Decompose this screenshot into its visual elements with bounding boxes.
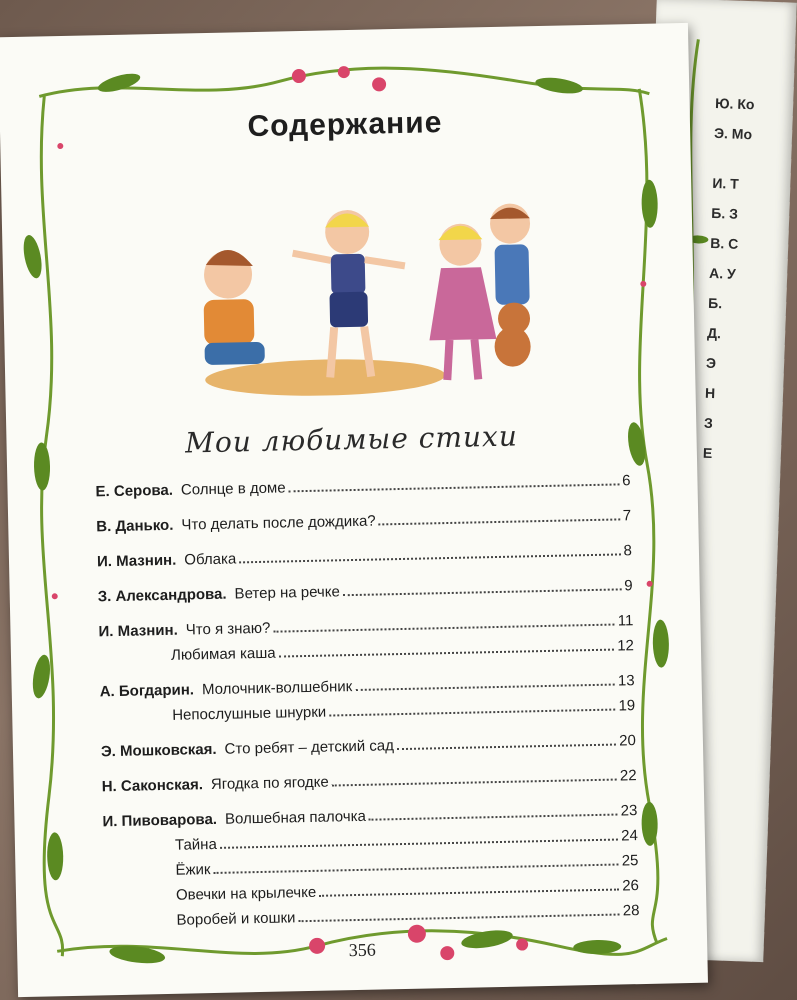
toc-title: Солнце в доме xyxy=(180,479,286,499)
toc-dot-leader xyxy=(343,587,622,596)
toc-entry xyxy=(102,802,640,938)
right-page-fragment: З xyxy=(703,414,714,432)
toc-title: Ветер на речке xyxy=(234,583,341,603)
right-page-fragment: Е xyxy=(702,444,713,462)
toc-dot-leader xyxy=(299,913,620,923)
toc-page-number: 8 xyxy=(623,542,633,560)
page-title: Содержание xyxy=(247,106,443,144)
toc-page-number: 28 xyxy=(622,902,640,920)
toc-author: А. Богдарин. xyxy=(99,681,195,701)
toc-author: И. Пивоварова. xyxy=(102,810,218,831)
toc-title: Ягодка по ягодке xyxy=(210,773,329,794)
toc-page-number: 26 xyxy=(622,877,640,895)
toc-entry xyxy=(98,577,633,613)
table-of-contents xyxy=(95,472,640,948)
toc-dot-leader xyxy=(279,648,615,658)
toc-entry xyxy=(101,732,636,768)
toc-title: Овечки на крылечке xyxy=(175,883,317,904)
right-page-fragment: Э xyxy=(705,354,717,372)
right-page-fragment: Д. xyxy=(706,324,722,342)
toc-page-number: 20 xyxy=(619,732,637,750)
right-page-fragment: А. У xyxy=(708,264,737,282)
toc-page-number: 25 xyxy=(621,852,639,870)
toc-page-number: 11 xyxy=(617,612,634,630)
toc-dot-leader xyxy=(273,623,615,633)
right-page-fragment: Ю. Ко xyxy=(714,94,755,113)
toc-dot-leader xyxy=(214,863,619,874)
toc-page-number: 9 xyxy=(624,577,633,595)
section-subtitle: Мои любимые стихи xyxy=(184,419,519,460)
right-page-fragment: Б. xyxy=(707,294,723,312)
toc-title: Воробей и кошки xyxy=(176,909,296,929)
toc-entry xyxy=(102,767,637,803)
book-page xyxy=(0,23,708,997)
toc-dot-leader xyxy=(369,813,618,821)
toc-page-number: 6 xyxy=(621,472,631,490)
toc-dot-leader xyxy=(355,683,615,691)
toc-author: И. Мазнин. xyxy=(98,621,178,641)
toc-dot-leader xyxy=(329,708,615,717)
toc-dot-leader xyxy=(289,482,620,492)
toc-dot-leader xyxy=(332,778,617,787)
toc-title: Тайна xyxy=(174,835,217,854)
right-page-fragment: Н xyxy=(704,384,716,402)
toc-author: Е. Серова. xyxy=(95,481,174,501)
right-page-fragment: В. С xyxy=(709,234,739,252)
right-page-fragment: Б. З xyxy=(711,204,739,222)
toc-page-number: 13 xyxy=(617,672,635,690)
toc-dot-leader xyxy=(220,838,618,849)
toc-title: Что я знаю? xyxy=(185,619,271,639)
children-illustration xyxy=(171,168,556,406)
toc-entry xyxy=(98,612,634,673)
toc-entry xyxy=(97,542,632,578)
toc-author: З. Александрова. xyxy=(97,585,227,606)
toc-dot-leader xyxy=(319,888,619,897)
toc-line xyxy=(96,507,631,543)
toc-page-number: 19 xyxy=(618,697,636,715)
toc-entry xyxy=(96,507,631,543)
right-page-fragment: И. Т xyxy=(712,174,740,192)
toc-title: Волшебная палочка xyxy=(224,807,367,828)
toc-entry xyxy=(100,672,636,733)
toc-page-number: 23 xyxy=(620,802,638,820)
toc-title: Что делать после дождика? xyxy=(181,512,376,534)
toc-line xyxy=(102,767,637,803)
page-number: 356 xyxy=(348,939,376,961)
toc-author: В. Данько. xyxy=(96,516,174,536)
toc-page-number: 24 xyxy=(621,827,639,845)
toc-author: Э. Мошковская. xyxy=(100,740,217,761)
toc-title: Любимая каша xyxy=(170,644,276,664)
toc-dot-leader xyxy=(239,552,620,563)
toc-line xyxy=(98,577,633,613)
toc-title: Молочник-волшебник xyxy=(201,678,353,699)
toc-title: Непослушные шнурки xyxy=(172,703,327,724)
toc-line xyxy=(97,542,632,578)
toc-page-number: 12 xyxy=(617,637,635,655)
toc-line xyxy=(101,732,636,768)
toc-title: Ёжик xyxy=(175,861,211,879)
toc-dot-leader xyxy=(397,743,616,751)
toc-title: Сто ребят – детский сад xyxy=(224,737,395,758)
toc-page-number: 7 xyxy=(622,507,632,525)
toc-author: Н. Саконская. xyxy=(101,776,204,796)
right-page-fragment: Э. Мо xyxy=(713,124,753,143)
toc-page-number: 22 xyxy=(619,767,637,785)
toc-dot-leader xyxy=(379,517,620,525)
toc-author: И. Мазнин. xyxy=(96,551,177,571)
toc-title: Облака xyxy=(184,550,237,569)
